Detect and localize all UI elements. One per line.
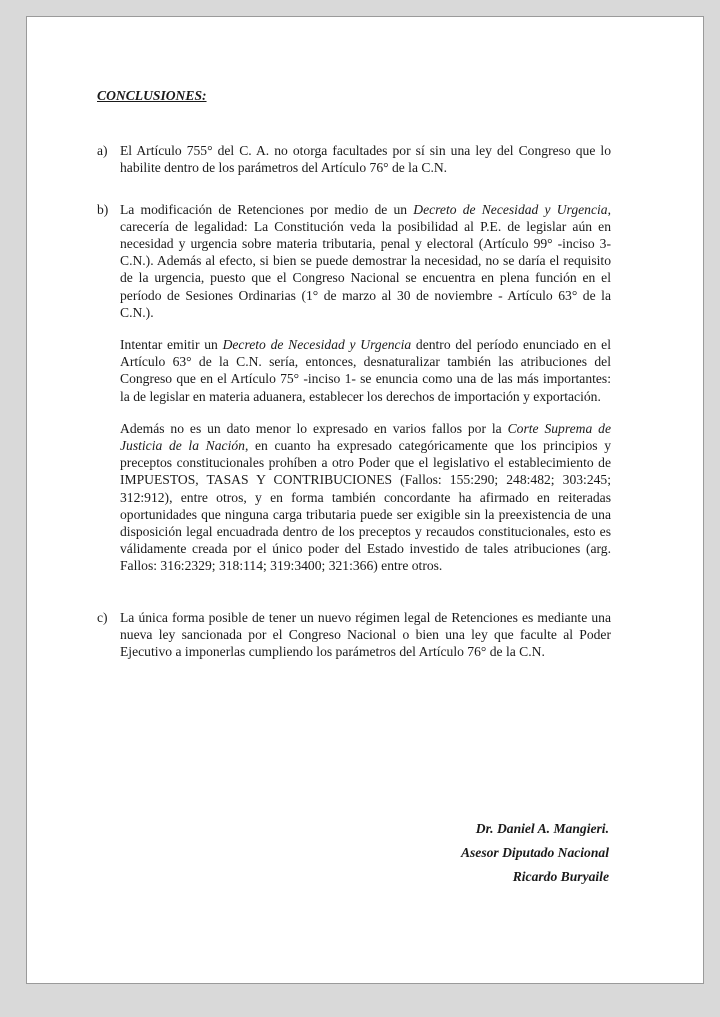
signature-block bbox=[461, 817, 609, 889]
item-b-paragraph-2: Intentar emitir un Decreto de Necesidad y Urgencia dentro del período enunciado en el Artículo 63° de la C.N. sería, entonces, desnaturalizar también las atribuciones del Congreso que en el Artículo 75° -inciso 1- se enuncia como una de las más importantes: la de legislar en materia aduanera, establecer los derechos de importación y exportación. bbox=[120, 337, 611, 404]
document-page bbox=[26, 16, 704, 984]
signature-name: Dr. Daniel A. Mangieri. bbox=[475, 821, 609, 836]
item-a-text: El Artículo 755° del C. A. no otorga facultades por sí sin una ley del Congreso que lo habilite dentro de los parámetros del Artículo 76° de la C.N. bbox=[120, 143, 611, 176]
item-marker: a) bbox=[97, 143, 108, 159]
item-marker: c) bbox=[97, 609, 108, 625]
item-marker: b) bbox=[97, 201, 109, 217]
conclusion-item-c bbox=[97, 609, 611, 661]
item-b-paragraph-1: La modificación de Retenciones por medio de un Decreto de Necesidad y Urgencia, carecería de legalidad: La Constitución veda la posibilidad al P.E. de legislar aún en necesidad y urgencia sobre materia tributaria, penal y electoral (Artículo 99° -inciso 3- C.N.). Además al efecto, si bien se puede demostrar la necesidad, no se daría el requisito de la urgencia, puesto que el Congreso Nacional se encuentra en plena función en el período de Sesiones Ordinarias (1° de marzo al 30 de noviembre - Artículo 63° de la C.N.). bbox=[120, 201, 611, 320]
conclusion-item-b bbox=[97, 201, 611, 321]
section-heading: CONCLUSIONES: bbox=[97, 88, 207, 103]
signature-deputy: Ricardo Buryaile bbox=[512, 869, 609, 884]
item-c-text: La única forma posible de tener un nuevo régimen legal de Retenciones es mediante una nueva ley sancionada por el Congreso Nacional o bien una ley que faculte al Poder Ejecutivo a imponerlas cumpliendo los parámetros del Artículo 76° de la C.N. bbox=[120, 609, 611, 660]
signature-title: Asesor Diputado Nacional bbox=[460, 845, 609, 860]
item-b-paragraph-3: Además no es un dato menor lo expresado en varios fallos por la Corte Suprema de Justicia de la Nación, en cuanto ha expresado categóricamente que los principios y preceptos constitucionales prohíben a otro Poder que el legislativo el establecimiento de IMPUESTOS, TASAS Y CONTRIBUCIONES (Fallos: 155:290; 248:482; 303:245; 312:912), entre otros, y en forma también concordante ha afirmado en reiteradas oportunidades que ninguna carga tributaria puede ser exigible sin la preexistencia de una disposición legal encuadrada dentro de los preceptos y recaudos constitucionales, esto es válidamente creada por el único poder del Estado investido de tales atribuciones (arg. Fallos: 316:2329; 318:114; 319:3400; 321:366) entre otros. bbox=[120, 420, 612, 574]
conclusion-item-a bbox=[97, 142, 611, 176]
document-body bbox=[97, 87, 611, 660]
